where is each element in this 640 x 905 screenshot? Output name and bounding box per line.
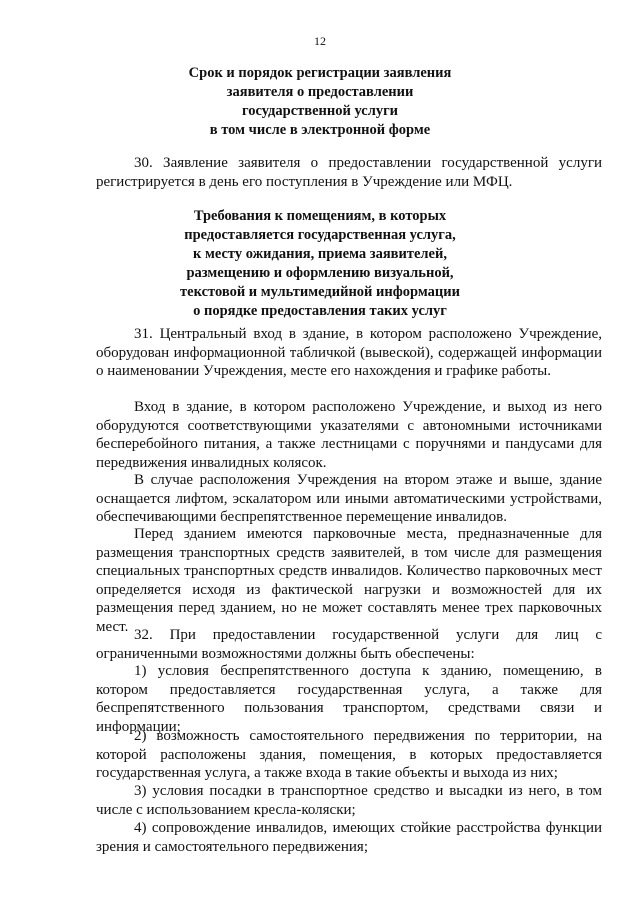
heading-line: к месту ожидания, приема заявителей, (193, 246, 447, 262)
list-item-4: 4) сопровождение инвалидов, имеющих стойкие расстройства функции зрения и самостоятельного передвижения; (96, 820, 602, 855)
section-heading-premises (0, 207, 640, 321)
list-item-3: 3) условия посадки в транспортное средство и высадки из него, в том числе с использованием кресла-коляски; (96, 783, 602, 818)
heading-line: Срок и порядок регистрации заявления (188, 65, 452, 81)
list-item-2: 2) возможность самостоятельного передвижения по территории, на которой расположены здания, помещения, в которых предоставляется государственная услуга, а также входа в такие объекты и выхода из них; (96, 728, 602, 781)
section-heading-registration (0, 64, 640, 140)
paragraph-32: 32. При предоставлении государственной услуги для лиц с ограниченными возможностями должны быть обеспечены: (96, 627, 602, 662)
heading-line: заявителя о предоставлении (226, 84, 414, 100)
paragraph-30: 30. Заявление заявителя о предоставлении государственной услуги регистрируется в день его поступления в Учреждение или МФЦ. (96, 155, 602, 190)
paragraph-parking: Перед зданием имеются парковочные места, предназначенные для размещения транспортных средств заявителей, в том числе для размещения специальных транспортных средств инвалидов. Количество парковочных мест определяется исходя из фактической нагрузки и возможностей для их размещения перед зданием, но не может составлять менее трех парковочных мест. (96, 526, 602, 635)
page-number: 12 (314, 34, 326, 48)
heading-line: текстовой и мультимедийной информации (180, 284, 460, 300)
heading-line: о порядке предоставления таких услуг (193, 303, 447, 319)
list-item-1: 1) условия беспрепятственного доступа к зданию, помещению, в котором предоставляется государственная услуга, а также для беспрепятственного пользования транспортом, средствами связи и информации; (96, 663, 602, 735)
heading-line: государственной услуги (241, 103, 399, 119)
paragraph-entrance: Вход в здание, в котором расположено Учреждение, и выход из него оборудуются соответствующими указателями с автономными источниками бесперебойного питания, а также лестницами с поручнями и пандусами для передвижения инвалидных колясок. (96, 399, 602, 471)
paragraph-31: 31. Центральный вход в здание, в котором расположено Учреждение, оборудован информационной табличкой (вывеской), содержащей информации о наименовании Учреждения, месте его нахождения и графике работы. (96, 326, 602, 379)
heading-line: Требования к помещениям, в которых (193, 208, 447, 224)
heading-line: предоставляется государственная услуга, (184, 227, 456, 243)
paragraph-elevator: В случае расположения Учреждения на втором этаже и выше, здание оснащается лифтом, эскалатором или иными автоматическими устройствами, обеспечивающими беспрепятственное перемещение инвалидов. (96, 472, 602, 525)
heading-line: в том числе в электронной форме (209, 122, 431, 138)
heading-line: размещению и оформлению визуальной, (186, 265, 454, 281)
